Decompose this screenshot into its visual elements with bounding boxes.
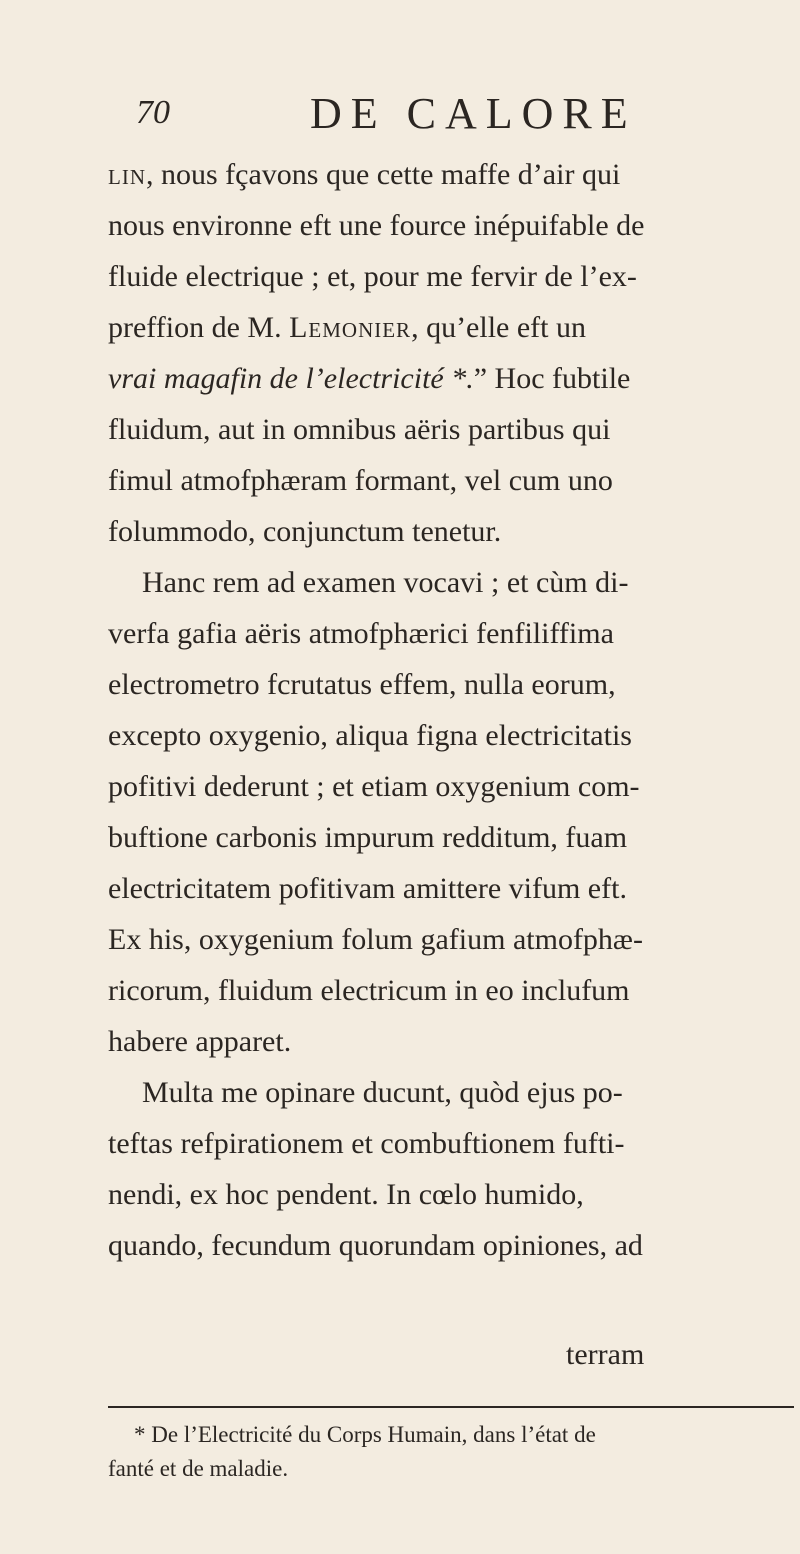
text-line: ricorum, fluidum electricum in eo inclufum xyxy=(108,974,630,1007)
text-line: verfa gafia aëris atmofphærici fenfiliffima xyxy=(108,617,614,650)
footnote-divider xyxy=(108,1406,794,1408)
text-span: , nous fçavons que cette maffe d’air qui xyxy=(146,158,621,191)
text-line: folummodo, conjunctum tenetur. xyxy=(108,515,502,548)
text-line: pofitivi dederunt ; et etiam oxygenium com- xyxy=(108,770,640,803)
author-name: Lemonier xyxy=(289,311,412,344)
text-line: buftione carbonis impurum redditum, fuam xyxy=(108,821,628,854)
text-span: , qu’elle eft un xyxy=(411,311,586,344)
text-line: teftas refpirationem et combuftionem fufti- xyxy=(108,1127,625,1160)
text-line: electricitatem pofitivam amittere vifum eft. xyxy=(108,872,627,905)
text-line: nendi, ex hoc pendent. In cœlo humido, xyxy=(108,1178,584,1211)
page-number: 70 xyxy=(136,94,170,131)
catchword: terram xyxy=(566,1338,645,1371)
text-line: excepto oxygenio, aliqua figna electricitatis xyxy=(108,719,632,752)
text-span: preffion de M. xyxy=(108,311,290,344)
page-header xyxy=(130,88,770,148)
text-line: Ex his, oxygenium folum gafium atmofphæ- xyxy=(108,923,643,956)
footnote-line: * De l’Electricité du Corps Humain, dans l’état de xyxy=(134,1422,596,1447)
text-span: ” Hoc fubtile xyxy=(473,362,631,395)
text-line: fluidum, aut in omnibus aëris partibus qui xyxy=(108,413,611,446)
text-line: quando, fecundum quorundam opiniones, ad xyxy=(108,1229,643,1262)
text-line xyxy=(108,303,586,353)
footnote-line: fanté et de maladie. xyxy=(108,1456,289,1481)
text-line: fimul atmofphæram formant, vel cum uno xyxy=(108,464,613,497)
text-line xyxy=(108,150,620,200)
text-line: fluide electrique ; et, pour me fervir de l’ex- xyxy=(108,260,637,293)
text-line: habere apparet. xyxy=(108,1025,292,1058)
text-line: Multa me opinare ducunt, quòd ejus po- xyxy=(142,1076,623,1109)
text-line xyxy=(108,354,630,404)
text-line: electrometro fcrutatus effem, nulla eorum, xyxy=(108,668,616,701)
author-name: lin xyxy=(108,158,146,191)
italic-quote: vrai magafin de l’electricité *. xyxy=(108,362,474,395)
text-line: nous environne eft une fource inépuifable de xyxy=(108,209,645,242)
running-title: DE CALORE xyxy=(310,89,637,138)
text-line: Hanc rem ad examen vocavi ; et cùm di- xyxy=(142,566,629,599)
